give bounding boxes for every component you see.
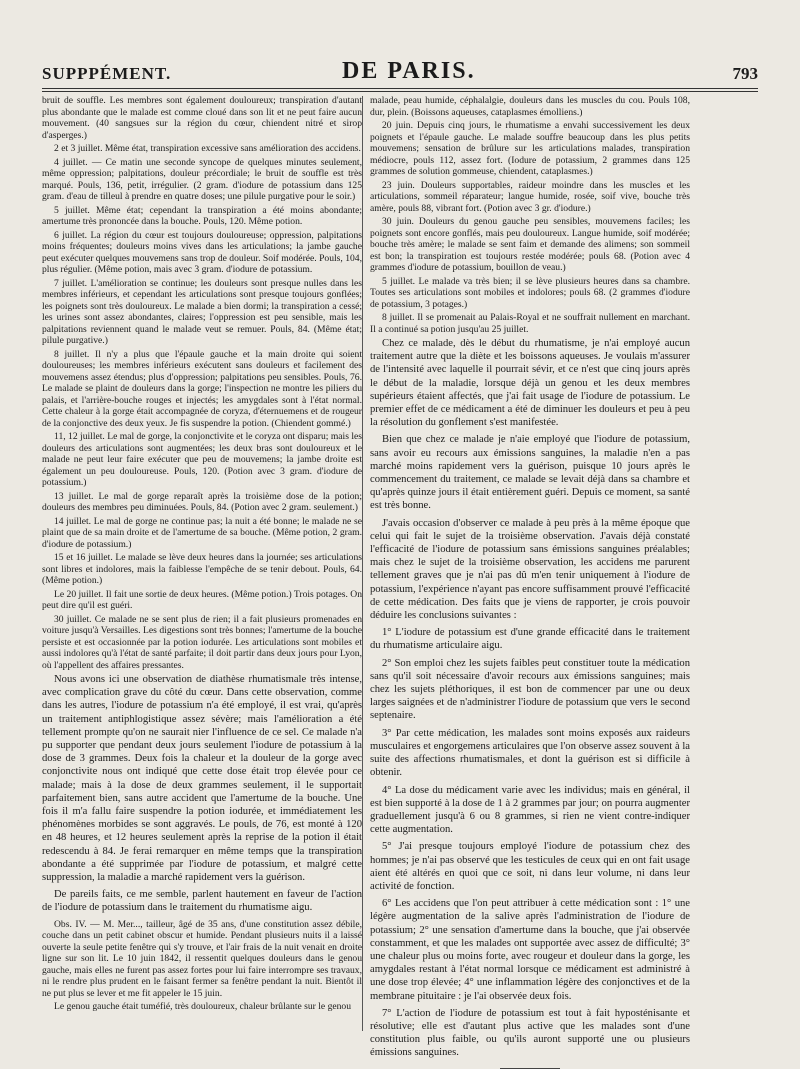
paragraph: 14 juillet. Le mal de gorge ne continue pas; la nuit a été bonne; le malade ne se plaint que de sa main droite et de l'amertume de sa bouche. (Même potion, 2 gram. d'iodure de potassium.) [42, 515, 362, 550]
paragraph: 11, 12 juillet. Le mal de gorge, la conjonctivite et le coryza ont disparu; mais les douleurs des articulations sont augmentées; les deux bras sont douloureux et le malade ne peut leur faire exécuter que peu de mouvemens; la jambe droite est également un peu douloureuse. Pouls, 120. (Potion avec 3 gram. d'iodure de potassium.) [42, 431, 362, 488]
paragraph: malade, peau humide, céphalalgie, douleurs dans les muscles du cou. Pouls 108, dur, plein. (Boissons aqueuses, cataplasmes émolliens.) [370, 95, 690, 118]
paragraph: De pareils faits, ce me semble, parlent hautement en faveur de l'action de l'iodure de potassium dans le traitement du rhumatisme aigu. [42, 889, 362, 914]
paragraph: Nous avons ici une observation de diathèse rhumatismale très intense, avec complication grave du côté du cœur. Dans cette observation, comme dans les autres, l'iodure de potassium n'a été employé, il est vrai, qu'après un traitement antiphlogistique assez sévère; mais l'amélioration a été tellement prompte qu'on ne saurait nier l'influence de ce sel. Ce malade n'a pu supporter que pendant deux jours seulement l'iodure de potassium à la dose de 3 grammes. Deux fois la chaleur et la douleur de la gorge avec conjonctivite nous ont indiqué que cette dose était trop élevée pour ce malade; mais à la dose de deux grammes seulement, il le supportait parfaitement bien, sans autre accident que l'amertume de la bouche. Une fois il m'a fallu faire suspendre la potion iodurée, et immédiatement les phénomènes morbides se sont aggravés. Le pouls, de 76, est monté à 120 en 48 heures, et 12 heures seulement après la reprise de la potion il était redescendu à 84. Je ferai remarquer en même temps que la transpiration abondante a été supprimée par l'iodure de potassium, et malgré cette suppression, la maladie a marché rapidement vers la guérison. [42, 674, 362, 884]
paragraph: 4° La dose du médicament varie avec les individus; mais en général, il est bien supporté à la dose de 1 à 2 grammes par jour; on pourra augmenter graduellement jusqu'à 6 ou 8 grammes, si rien ne vient contre-indiquer cette augmentation. [370, 784, 690, 836]
paragraph: Chez ce malade, dès le début du rhumatisme, je n'ai employé aucun traitement autre que la diète et les boissons aqueuses. Je voulais m'assurer de l'intensité avec laquelle il pourrait sévir, et ce n'est que cinq jours après le début de la maladie, lorsque déjà un genou et les deux membres supérieurs étaient affectés, que j'ai fait usage de l'iodure de potassium. Le premier effet de ce médicament a été de diminuer les douleurs et peu à peu la résolution du gonflement s'est manifestée. [370, 338, 690, 429]
paragraph: 30 juin. Douleurs du genou gauche peu sensibles, mouvemens faciles; les poignets sont encore gonflés, mais peu douloureux. Langue humide, soif modérée; bouche très amère; le malade se sent faim et demande des alimens; son sommeil est bon; la transpiration est toujours restée modérée; pouls 68. (Potion avec 4 grammes d'iodure de potassium, bouillon de veau.) [370, 216, 690, 273]
paragraph: Le 20 juillet. Il fait une sortie de deux heures. (Même potion.) Trois potages. On peut dire qu'il est guéri. [42, 588, 363, 611]
paragraph: 7 juillet. L'amélioration se continue; les douleurs sont presque nulles dans les membres inférieurs, et cependant les articulations sont presque toujours gonflées; les poignets sont très douloureux. Le malade a bien dormi; la transpiration a cessé; les urines sont assez abondantes, claires; l'oppression est peu sensible, mais les palpitations reviennent quand le malade veut se remuer. Pouls, 84. (Même état; pilule purgative.) [42, 277, 362, 346]
paragraph: 4 juillet. — Ce matin une seconde syncope de quelques minutes seulement, même oppression; palpitations, douleur précordiale; le bruit de souffle est très marqué. Pouls, 136, petit, irrégulier. (2 gram. d'iodure de potassium dans 125 gram. d'eau de tilleul à prendre en quatre doses; une pilule purgative pour le soir.) [42, 156, 362, 202]
paragraph: 7° L'action de l'iodure de potassium est tout à fait hyposténisante et résolutive; elle est d'autant plus active que les malades sont d'une constitution plus faible, ou qu'ils auront supporté une ou plusieurs émissions sanguines. [370, 1007, 690, 1059]
paragraph: 8 juillet. Il se promenait au Palais-Royal et ne souffrait nullement en marchant. Il a continué sa potion jusqu'au 25 juillet. [370, 312, 690, 335]
page-number: 793 [732, 64, 758, 83]
paragraph: 13 juillet. Le mal de gorge reparaît après la troisième dose de la potion; douleurs des membres peu diminuées. Pouls, 84. (Potion avec 2 gram. seulement.) [42, 490, 362, 513]
right-column [370, 95, 690, 1069]
paragraph: 3° Par cette médication, les malades sont moins exposés aux raideurs musculaires et engorgemens articulaires que l'on observe assez souvent à la suite des affections rhumatismales, et dont la guérison est si difficile à obtenir. [370, 727, 690, 779]
paragraph: Bien que chez ce malade je n'aie employé que l'iodure de potassium, sans avoir eu recours aux émissions sanguines, la maladie n'en a pas marché moins rapidement vers la guérison, puisque 10 jours après le commencement du traitement, ce malade se levait déjà dans sa chambre et qu'après quinze jours il était entièrement guéri. Depuis ce moment, sa santé est très bonne. [370, 434, 690, 512]
paragraph: 1° L'iodure de potassium est d'une grande efficacité dans le traitement du rhumatisme articulaire aigu. [370, 627, 690, 652]
paragraph: Obs. IV. — M. Mer..., tailleur, âgé de 35 ans, d'une constitution assez débile, couche dans un petit cabinet obscur et humide. Pendant plusieurs nuits il a laissé ouverte la seule petite fenêtre qui s'y trouve, et l'air frais de la nuit venait en droite ligne sur son lit. Le 10 juin 1842, il ressentit quelques douleurs dans le genou gauche, mais elles ne furent pas assez fortes pour lui faire interrompre ses travaux, ni le rendre plus prudent en le faisant fermer sa fenêtre pendant la nuit. Bientôt il ne put plus se lever et me fit appeler le 15 juin. [42, 918, 362, 999]
paragraph: 5 juillet. Le malade va très bien; il se lève plusieurs heures dans sa chambre. Toutes ses articulations sont mobiles et indolores; pouls 68. (2 grammes d'iodure de potassium, 3 potages.) [370, 275, 690, 310]
end-rule [500, 1068, 560, 1069]
section-title: SUPPPÉMENT. [42, 64, 172, 83]
paragraph: 5 juillet. Même état; cependant la transpiration a été moins abondante; amertume très prononcée dans la bouche. Pouls, 120. Même potion. [42, 204, 362, 227]
paragraph: 8 juillet. Il n'y a plus que l'épaule gauche et la main droite qui soient douloureuses; les membres inférieurs exécutent sans douleurs et facilement des mouvemens assez étendus; plus d'oppression; palpitations peu sensibles. Pouls, 76. Le malade se plaint de douleurs dans la gorge; l'inspection ne montre les piliers du palais, et l'arrière-bouche rouges et injectés; les amygdales sont à l'état normal. Cette chaleur à la gorge était accompagnée de coryza, d'éternuemens et de rougeur de la conjonctive des deux yeux. Je fis suspendre la potion. (Chiendent gommé.) [42, 348, 362, 429]
paragraph: 20 juin. Depuis cinq jours, le rhumatisme a envahi successivement les deux poignets et l'épaule gauche. Le malade souffre beaucoup dans les plus petits mouvemens; sensation de brûlure sur les articulations malades, transpiration médiocre, pouls 112, assez fort. (Iodure de potassium, 2 grammes dans 125 grammes de solution gommeuse, chiendent, cataplasmes.) [370, 120, 690, 177]
left-column [42, 95, 362, 1015]
paragraph: 2° Son emploi chez les sujets faibles peut constituer toute la médication sans qu'il soit nécessaire d'avoir recours aux émissions sanguines; mais chez les sujets pléthoriques, il est bon de commencer par une ou deux larges saignées et de n'administrer l'iodure de potassium que vers le second septenaire. [370, 657, 690, 722]
masthead-title: DE PARIS. [342, 58, 476, 84]
paragraph: 30 juillet. Ce malade ne se sent plus de rien; il a fait plusieurs promenades en voiture jusqu'à Versailles. Les digestions sont très bonnes; l'amertume de la bouche persiste et est occasionnée par la potion iodurée. Les articulations sont mobiles et aussi indolores qu'à l'état de santé parfaite; il doit partir dans deux jours pour Lyon, où l'appellent des affaires pressantes. [42, 613, 362, 671]
header-rule [42, 88, 758, 89]
paragraph: 2 et 3 juillet. Même état, transpiration excessive sans amélioration des accidens. [54, 143, 361, 154]
paragraph: 6° Les accidens que l'on peut attribuer à cette médication sont : 1° une légère augmentation de la salive après l'administration de l'iodure de potassium; 2° une sensation d'amertume dans la bouche, que j'ai observée constamment, et que les malades ont supportée avec assez de difficulté; 3° une chaleur plus ou moins forte, avec rougeur et douleur dans la gorge, les amygdales restant à l'état normal lorsque ce médicament est administré à une dose trop élevée; 4° une inflammation légère des conjonctives et de la membrane pituitaire : je l'ai observée deux fois. [370, 898, 690, 1002]
header-rule-secondary [42, 91, 758, 92]
paragraph: 5° J'ai presque toujours employé l'iodure de potassium chez des hommes; je n'ai pas observé que les testicules de ceux qui en ont fait usage aient été altérés en quoi que ce soit, ni dans leur volume, ni dans leur activité de fonction. [370, 841, 690, 892]
paragraph: Le genou gauche était tuméfié, très douloureux, chaleur brûlante sur le genou [54, 1001, 352, 1013]
paragraph: 6 juillet. La région du cœur est toujours douloureuse; oppression, palpitations moins fréquentes; douleurs moins vives dans les articulations; la jambe gauche peut exécuter quelques mouvemens sans trop de douleur. Soif modérée. Pouls, 104, plus régulier. (Même potion, mais avec 3 gram. d'iodure de potassium. [42, 229, 362, 275]
column-divider [362, 96, 363, 1031]
paragraph: 15 et 16 juillet. Le malade se lève deux heures dans la journée; ses articulations sont libres et indolores, mais la faiblesse l'empêche de se tenir debout. Pouls, 64. (Même potion.) [42, 552, 362, 586]
paragraph: J'avais occasion d'observer ce malade à peu près à la même époque que celui qui fait le sujet de la troisième observation. J'avais déjà constaté l'efficacité de l'iodure de potassium sans émissions sanguines préalables; mais chez le sujet de la troisième observation, les accidens me parurent tellement graves que je n'ai pas dû m'en tenir uniquement à l'iodure de potassium, l'expérience n'ayant pas encore suffisamment prouvé l'efficacité de cette médication. Des faits que je viens de rapporter, je crois pouvoir déduire les conclusions suivantes : [370, 517, 690, 622]
paragraph: 23 juin. Douleurs supportables, raideur moindre dans les muscles et les articulations, sommeil réparateur; langue humide, rosée, soif vive, bouche très amère, pouls 88, vibrant fort. (Potion avec 3 gr. d'iodure.) [370, 179, 690, 214]
page-header [42, 58, 758, 88]
paragraph: bruit de souffle. Les membres sont également douloureux; transpiration d'autant plus abondante que le malade est comme cloué dans son lit et ne peut faire aucun mouvement. (40 sangsues sur la région du cœur, chiendent nitré et sirop d'asperges.) [42, 95, 362, 141]
